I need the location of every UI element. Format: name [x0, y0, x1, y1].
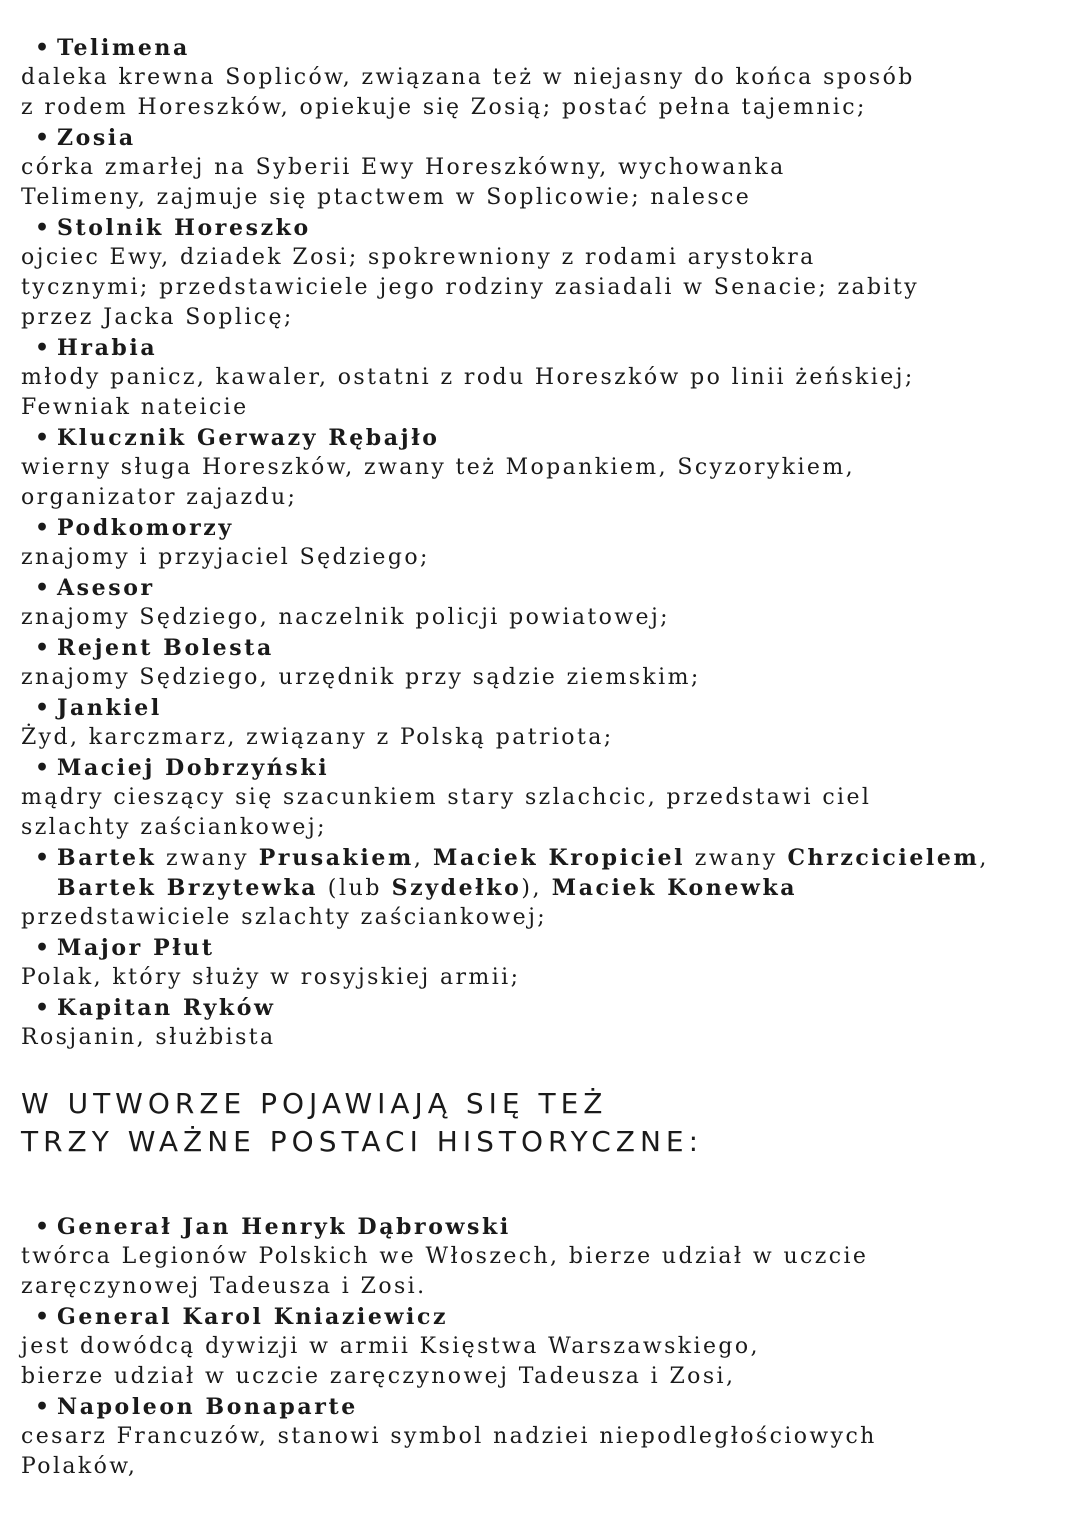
historical-description: jest dowódcą dywizji w armii Księstwa Warszawskiego, bierze udział w uczcie zaręczynowej Tadeusza i Zosi,: [21, 1334, 760, 1389]
character-name: Podkomorzy: [57, 515, 234, 541]
character-name: Prusakiem: [258, 845, 414, 871]
bullet-icon: •: [35, 845, 52, 871]
character-entry: [21, 693, 1061, 753]
bullet-icon: •: [35, 1214, 52, 1240]
connector-text: zwany: [156, 846, 259, 871]
character-name: Asesor: [57, 575, 155, 601]
character-description: daleka krewna Sopliców, związana też w niejasny do końca sposób z rodem Horeszków, opiekuje się Zosią; postać pełna tajemnic;: [21, 65, 915, 120]
historical-name: General Karol Kniaziewicz: [57, 1304, 449, 1330]
historical-name: Napoleon Bonaparte: [57, 1394, 358, 1420]
character-description: córka zmarłej na Syberii Ewy Horeszkówny, wychowanka Telimeny, zajmuje się ptactwem w Soplicowie; nalesce: [21, 155, 786, 210]
connector-text: zwany: [685, 846, 788, 871]
character-entry: [21, 573, 1061, 633]
character-description: przedstawiciele szlachty zaściankowej;: [21, 905, 548, 930]
connector-text: (lub: [318, 876, 392, 901]
bullet-icon: •: [35, 335, 52, 361]
character-name: Bartek: [57, 845, 157, 871]
heading-line: TRZY WAŻNE POSTACI HISTORYCZNE:: [21, 1125, 704, 1158]
bullet-icon: •: [35, 695, 52, 721]
bullet-icon: •: [35, 575, 52, 601]
character-entry: [21, 993, 1061, 1053]
character-description: Polak, który służy w rosyjskiej armii;: [21, 965, 521, 990]
historical-figures-list: [21, 1212, 1061, 1482]
bullet-icon: •: [35, 1304, 52, 1330]
historical-entry: [21, 1302, 1061, 1392]
character-name: Klucznik Gerwazy Rębajło: [57, 425, 440, 451]
character-name: Jankiel: [57, 695, 162, 721]
character-name: Stolnik Horeszko: [57, 215, 311, 241]
character-entry: [21, 633, 1061, 693]
character-name: Chrzcicielem: [787, 845, 980, 871]
historical-entry: [21, 1212, 1061, 1302]
historical-description: cesarz Francuzów, stanowi symbol nadziei niepodległościowych Polaków,: [21, 1424, 877, 1479]
character-description: znajomy i przyjaciel Sędziego;: [21, 545, 430, 570]
connector-text: ,: [979, 846, 989, 871]
character-name: Hrabia: [57, 335, 158, 361]
bullet-icon: •: [35, 515, 52, 541]
character-entry: [21, 333, 1061, 423]
bullet-icon: •: [35, 635, 52, 661]
character-entry: [21, 33, 1061, 123]
character-description: znajomy Sędziego, naczelnik policji powiatowej;: [21, 605, 670, 630]
bullet-icon: •: [35, 35, 52, 61]
historical-description: twórca Legionów Polskich we Włoszech, bierze udział w uczcie zaręczynowej Tadeusza i Zosi.: [21, 1244, 869, 1299]
connector-text: ,: [413, 846, 434, 871]
bullet-icon: •: [35, 755, 52, 781]
character-description: ojciec Ewy, dziadek Zosi; spokrewniony z rodami arystokra tycznymi; przedstawiciele jego rodziny zasiadali w Senacie; zabity przez Jacka Soplicę;: [21, 245, 920, 330]
group-entry: [21, 843, 1061, 933]
character-description: wierny sługa Horeszków, zwany też Mopankiem, Scyzorykiem, organizator zajazdu;: [21, 455, 855, 510]
character-name: Szydełko: [391, 875, 522, 901]
bullet-icon: •: [35, 125, 52, 151]
character-name: Maciej Dobrzyński: [57, 755, 330, 781]
heading-line: W UTWORZE POJAWIAJĄ SIĘ TEŻ: [21, 1087, 608, 1120]
character-name: Maciek Kropiciel: [433, 845, 686, 871]
section-heading: [21, 1085, 1061, 1161]
character-description: młody panicz, kawaler, ostatni z rodu Horeszków po linii żeńskiej; Fewniak nateicie: [21, 365, 915, 420]
historical-name: Generał Jan Henryk Dąbrowski: [57, 1214, 511, 1240]
bullet-icon: •: [35, 1394, 52, 1420]
character-name: Major Płut: [57, 935, 215, 961]
bullet-icon: •: [35, 215, 52, 241]
character-description: Żyd, karczmarz, związany z Polską patriota;: [21, 725, 614, 750]
character-name: Telimena: [57, 35, 190, 61]
historical-entry: [21, 1392, 1061, 1482]
bullet-icon: •: [35, 935, 52, 961]
connector-text: ),: [521, 876, 552, 901]
bullet-icon: •: [35, 995, 52, 1021]
character-name: Kapitan Ryków: [57, 995, 276, 1021]
character-description: Rosjanin, służbista: [21, 1025, 276, 1050]
character-entry: [21, 423, 1061, 513]
character-name: Zosia: [57, 125, 136, 151]
character-description: znajomy Sędziego, urzędnik przy sądzie ziemskim;: [21, 665, 701, 690]
character-name: Maciek Konewka: [551, 875, 798, 901]
character-entry: [21, 123, 1061, 213]
bullet-icon: •: [35, 425, 52, 451]
document-page: [21, 33, 1061, 1482]
character-description: mądry cieszący się szacunkiem stary szlachcic, przedstawi ciel szlachty zaściankowej;: [21, 785, 872, 840]
character-entry: [21, 753, 1061, 843]
character-entry: [21, 933, 1061, 993]
character-name: Rejent Bolesta: [57, 635, 274, 661]
character-name: Bartek Brzytewka: [57, 875, 319, 901]
character-entry: [21, 213, 1061, 333]
character-entry: [21, 513, 1061, 573]
